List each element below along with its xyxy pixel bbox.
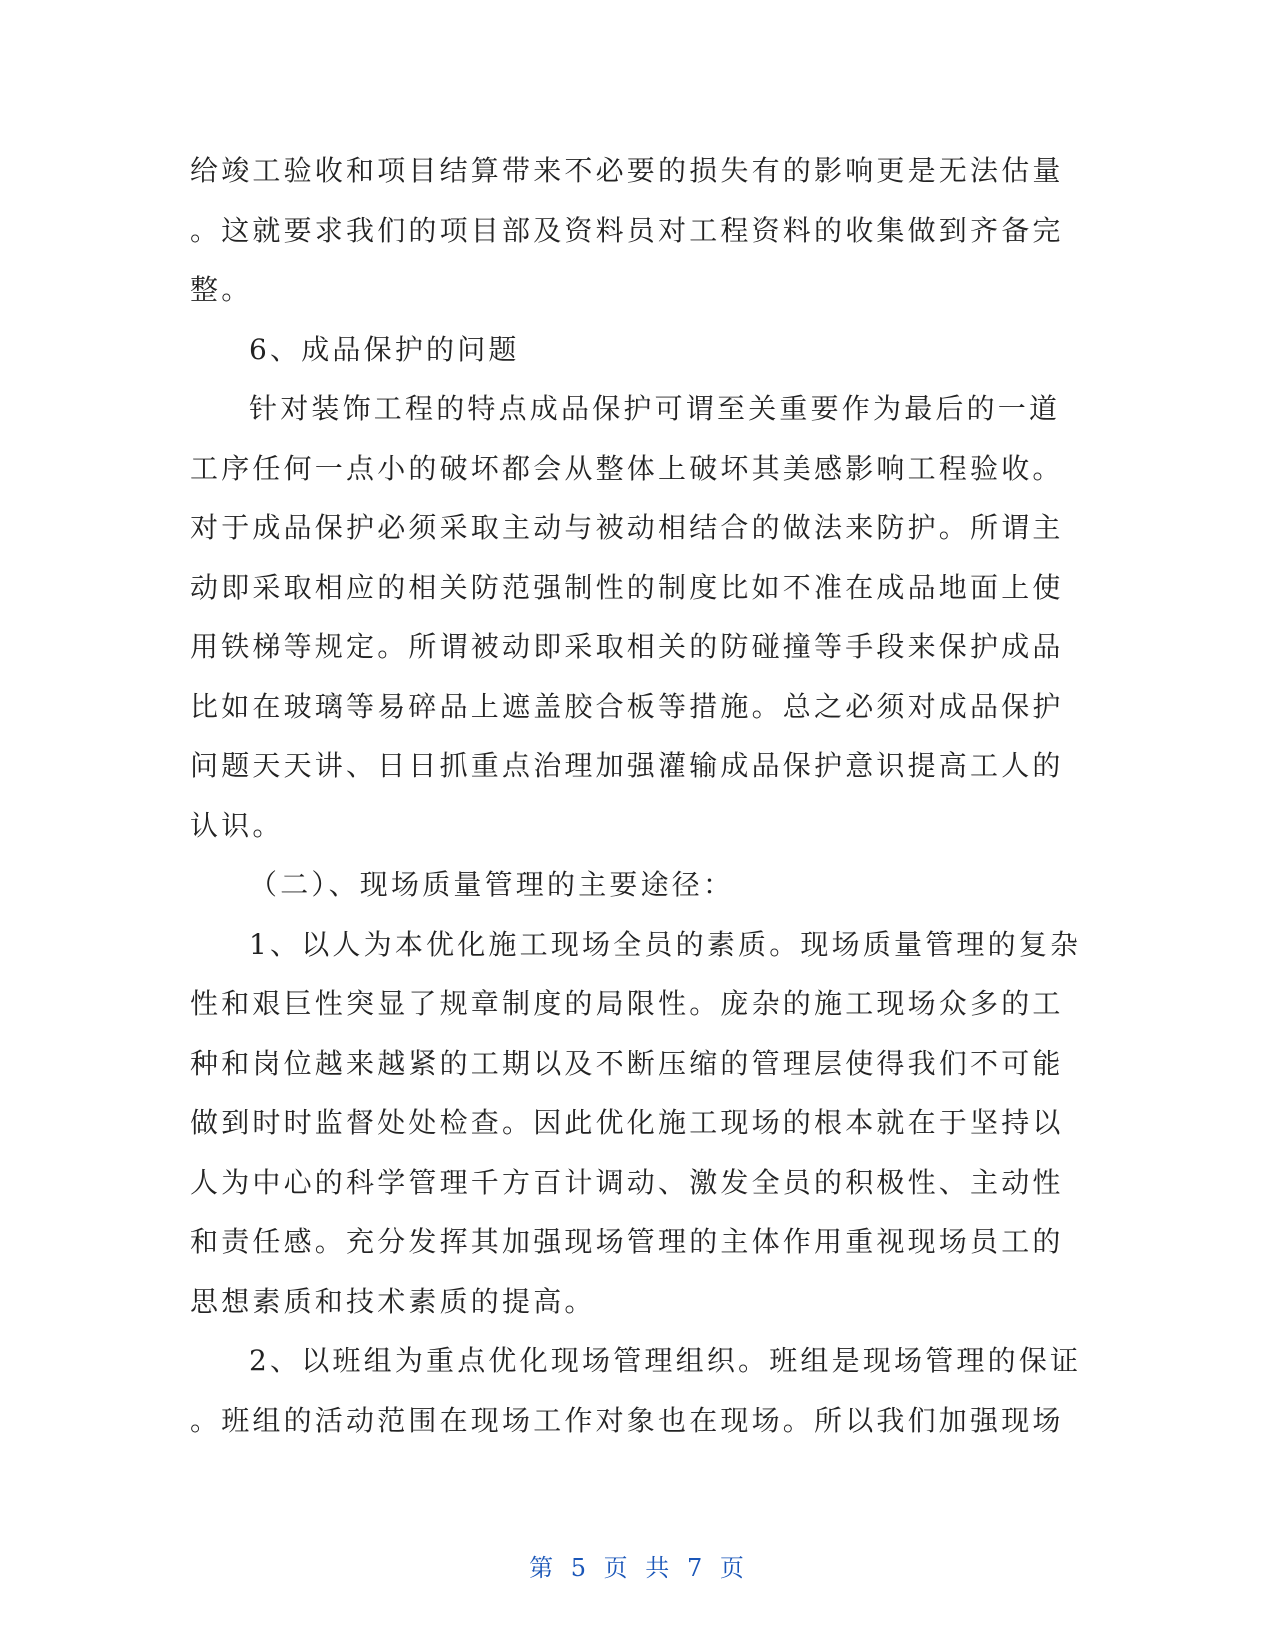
- text-line: 思想素质和技术素质的提高。: [190, 1284, 596, 1318]
- text-line: 1、以人为本优化施工现场全员的素质。现场质量管理的复杂: [249, 927, 1082, 961]
- text-line: 工序任何一点小的破坏都会从整体上破坏其美感影响工程验收。: [190, 451, 1064, 485]
- document-body: [190, 141, 1082, 1450]
- text-line: 认识。: [190, 808, 284, 842]
- text-line: 做到时时监督处处检查。因此优化施工现场的根本就在于坚持以: [190, 1106, 1064, 1139]
- page-number: 第 5 页 共 7 页: [529, 1554, 746, 1582]
- text-line: 2、以班组为重点优化现场管理组织。班组是现场管理的保证: [249, 1344, 1082, 1377]
- text-line: 给竣工验收和项目结算带来不必要的损失有的影响更是无法估量: [190, 154, 1064, 187]
- text-line: 比如在玻璃等易碎品上遮盖胶合板等措施。总之必须对成品保护: [190, 689, 1064, 723]
- text-line: 动即采取相应的相关防范强制性的制度比如不准在成品地面上使: [190, 570, 1064, 604]
- text-line: 问题天天讲、日日抓重点治理加强灌输成品保护意识提高工人的: [190, 749, 1064, 782]
- text-line: 整。: [190, 273, 253, 306]
- text-line: 对于成品保护必须采取主动与被动相结合的做法来防护。所谓主: [190, 511, 1064, 544]
- text-line: 性和艰巨性突显了规章制度的局限性。庞杂的施工现场众多的工: [190, 987, 1064, 1020]
- text-line: 和责任感。充分发挥其加强现场管理的主体作用重视现场员工的: [190, 1225, 1064, 1258]
- section-heading: 6、成品保护的问题: [249, 332, 520, 366]
- text-line: 。班组的活动范围在现场工作对象也在现场。所以我们加强现场: [190, 1403, 1064, 1437]
- text-line: 。这就要求我们的项目部及资料员对工程资料的收集做到齐备完: [190, 213, 1064, 247]
- text-line: 针对装饰工程的特点成品保护可谓至关重要作为最后的一道: [249, 392, 1061, 425]
- section-heading: （二）、现场质量管理的主要途径：: [249, 868, 735, 901]
- text-line: 用铁梯等规定。所谓被动即采取相关的防碰撞等手段来保护成品: [190, 630, 1064, 663]
- text-line: 种和岗位越来越紧的工期以及不断压缩的管理层使得我们不可能: [190, 1046, 1064, 1080]
- text-line: 人为中心的科学管理千方百计调动、激发全员的积极性、主动性: [190, 1165, 1064, 1199]
